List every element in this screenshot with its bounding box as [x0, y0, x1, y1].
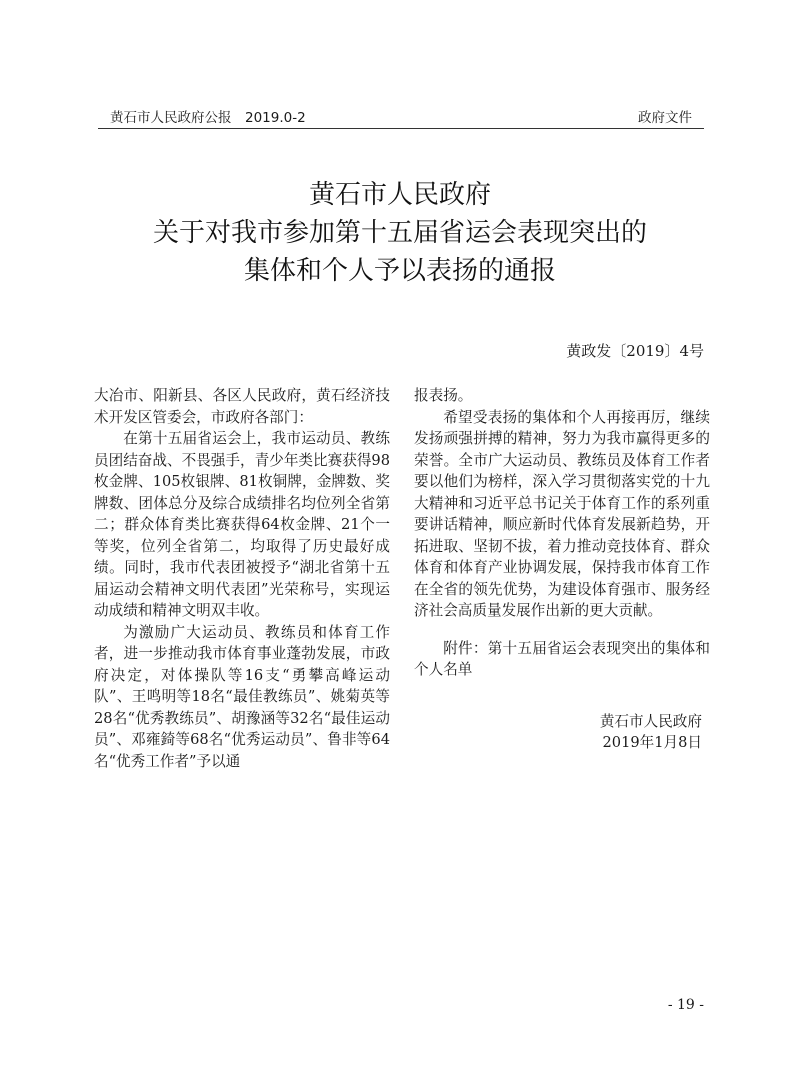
- section-name: 政府文件: [638, 110, 692, 126]
- attachment-note: 附件：第十五届省运会表现突出的集体和个人名单: [414, 639, 710, 678]
- page-number: - 19 -: [667, 997, 704, 1013]
- salutation: 大冶市、阳新县、各区人民政府，黄石经济技术开发区管委会，市政府各部门：: [94, 387, 390, 426]
- paragraph-1: 在第十五届省运会上，我市运动员、教练员团结奋战、不畏强手，青少年类比赛获得98枚金牌、105枚银牌、81枚铜牌，金牌数、奖牌数、团体总分及综合成绩排名均位列全省第二；群众体育类比赛获得64枚金牌、21个一等奖，位列全省第二，均取得了历史最好成绩。同时，我市代表团被授予“湖北省第十五届运动会精神文明代表团”光荣称号，实现运动成绩和精神文明双丰收。: [94, 430, 390, 619]
- body-column-right: [414, 385, 710, 754]
- paragraph-2-continued: 报表扬。: [414, 387, 473, 404]
- paragraph-2: 为激励广大运动员、教练员和体育工作者，进一步推动我市体育事业蓬勃发展，市政府决定，对体操队等16支“勇攀高峰运动队”、王鸣明等18名“最佳教练员”、姚菊英等28名“优秀教练员”、胡豫涵等32名“最佳运动员”、邓雍錡等68名“优秀运动员”、鲁非等64名“优秀工作者”予以通: [94, 623, 390, 770]
- title-line-2: 关于对我市参加第十五届省运会表现突出的: [152, 218, 647, 248]
- issue-date: 2019年1月8日: [602, 734, 702, 751]
- document-number: 黄政发〔2019〕4号: [566, 342, 704, 360]
- page-header: [98, 106, 704, 129]
- issuer-signature: 黄石市人民政府: [599, 712, 702, 730]
- paragraph-3: 希望受表扬的集体和个人再接再厉，继续发扬顽强拼搏的精神，努力为我市赢得更多的荣誉。全市广大运动员、教练员及体育工作者要以他们为榜样，深入学习贯彻落实党的十九大精神和习近平总书记关于体育工作的系列重要讲话精神，顺应新时代体育发展新趋势，开拓进取、坚韧不拔，着力推动竞技体育、群众体育和体育产业协调发展，保持我市体育工作在全省的领先优势，为建设体育强市、服务经济社会高质量发展作出新的更大贡献。: [414, 408, 710, 619]
- publication-name: 黄石市人民政府公报 2019.0-2: [110, 110, 306, 126]
- title-line-3: 集体和个人予以表扬的通报: [243, 256, 556, 286]
- body-column-left: [94, 385, 390, 772]
- document-title: [0, 176, 800, 290]
- title-line-1: 黄石市人民政府: [308, 180, 491, 210]
